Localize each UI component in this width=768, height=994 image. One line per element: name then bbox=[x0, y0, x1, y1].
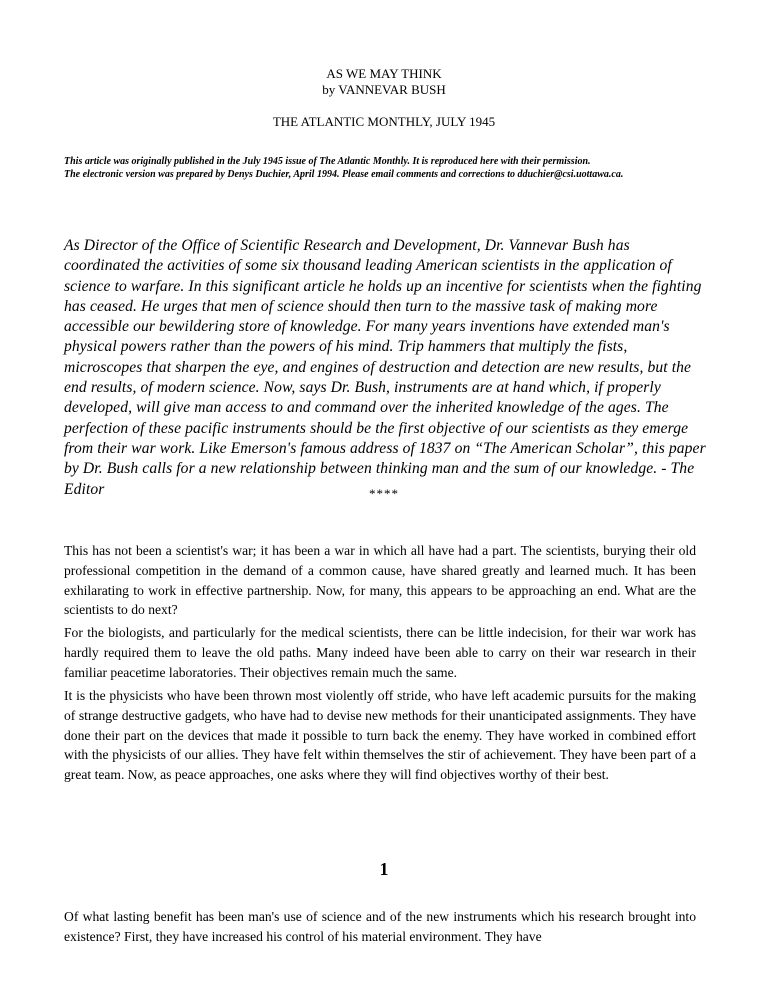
article-author: by VANNEVAR BUSH bbox=[322, 82, 446, 97]
publication-notes bbox=[64, 155, 696, 181]
body-paragraph: This has not been a scientist's war; it has been a war in which all have had a part. The scientists, burying their old professional competition in the demand of a common cause, have shared greatly and learned much. It has been exhilarating to work in effective partnership. Now, for many, this appears to be approaching an end. What are the scientists to do next? bbox=[64, 543, 696, 618]
electronic-version-note: The electronic version was prepared by Denys Duchier, April 1994. Please email comments and corrections to dduchier@csi.uottawa.ca. bbox=[64, 169, 624, 181]
reproduction-note: This article was originally published in the July 1945 issue of The Atlantic Monthly. It is reproduced here with their permission. bbox=[64, 156, 591, 167]
section-number: 1 bbox=[379, 859, 389, 879]
article-title: AS WE MAY THINK bbox=[326, 66, 442, 81]
publication-line: THE ATLANTIC MONTHLY, JULY 1945 bbox=[272, 114, 496, 129]
body-paragraph: It is the physicists who have been thrown most violently off stride, who have left academic pursuits for the making of strange destructive gadgets, who have had to devise new methods for their unanticipated assignments. They have done their part on the devices that made it possible to turn back the enemy. They have worked in combined effort with the physicists of our allies. They have felt within themselves the stir of achievement. They have been part of a great team. Now, as peace approaches, one asks where they will find objectives worthy of their best. bbox=[64, 688, 696, 783]
body-paragraph: Of what lasting benefit has been man's use of science and of the new instruments which his research brought into existence? First, they have increased his control of his material environment. They have bbox=[64, 909, 696, 944]
intro-paragraph: As Director of the Office of Scientific Research and Development, Dr. Vannevar Bush has coordinated the activities of some six thousand leading American scientists in the application of science to warfare. In this significant article he holds up an incentive for scientists when the fighting has ceased. He urges that men of science should then turn to the massive task of making more accessible our bewildering store of knowledge. For many years inventions have extended man's physical powers rather than the powers of his mind. Trip hammers that multiply the fists, microscopes that sharpen the eye, and engines of destruction and detection are new results, but the end results, of modern science. Now, says Dr. Bush, instruments are at hand which, if properly developed, will give man access to and command over the inherited knowledge of the ages. The perfection of these pacific instruments should be the first objective of our scientists as they emerge from their war work. Like Emerson's famous address of 1837 on “The American Scholar”, this paper by Dr. Bush calls for a new relationship between thinking man and the sum of our knowledge. - The Editor bbox=[64, 237, 706, 498]
section-separator: **** bbox=[369, 486, 399, 501]
editor-introduction bbox=[64, 236, 707, 500]
body-paragraph: For the biologists, and particularly for the medical scientists, there can be little indecision, for their war work has hardly required them to leave the old paths. Many indeed have been able to carry on their war research in their familiar peacetime laboratories. Their objectives remain much the same. bbox=[64, 625, 696, 680]
